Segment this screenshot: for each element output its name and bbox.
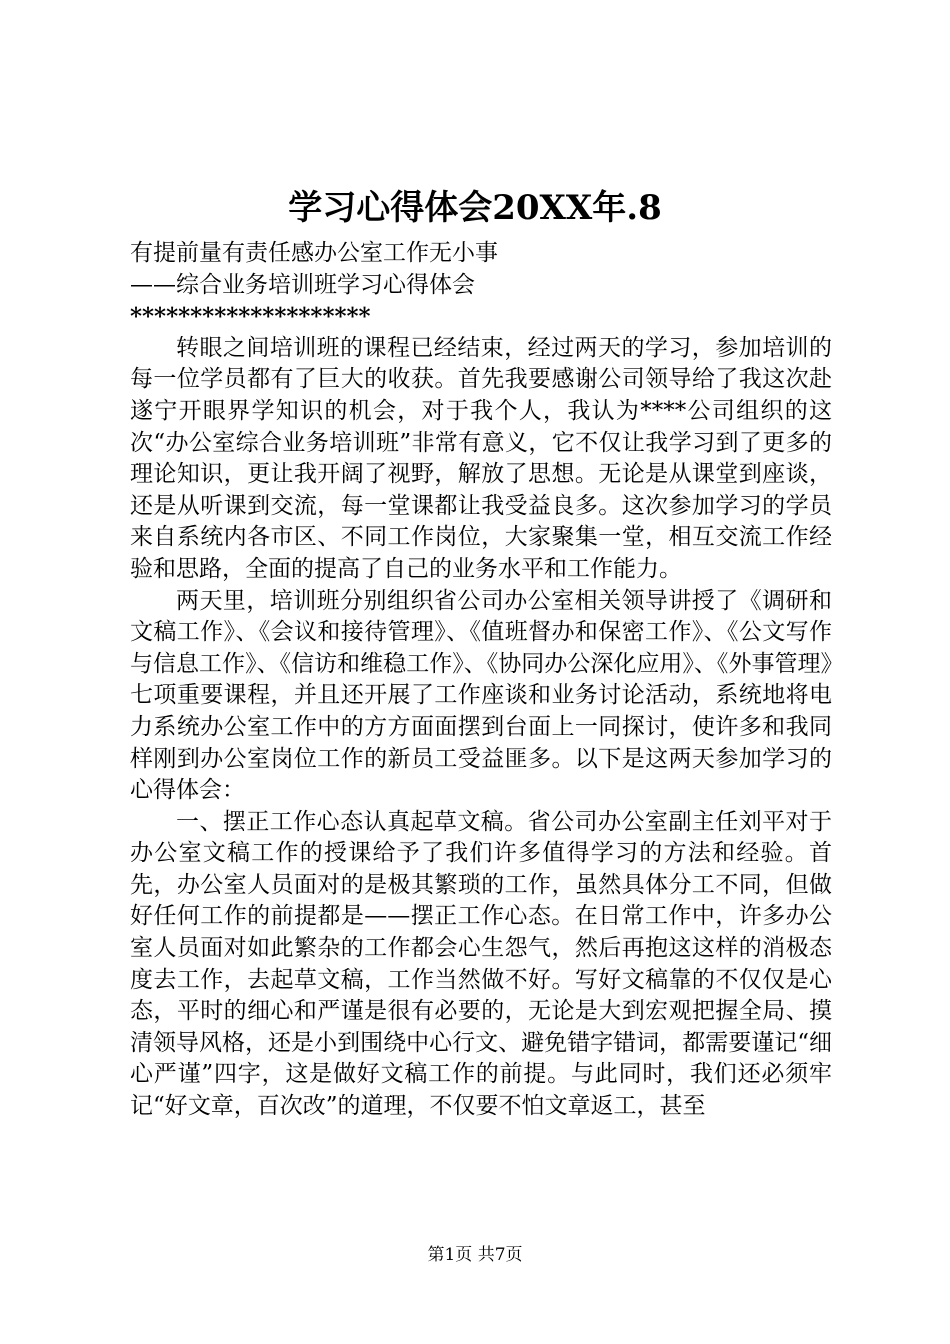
subtitle-2: ——综合业务培训班学习心得体会 bbox=[130, 271, 475, 298]
paragraph-1: 转眼之间培训班的课程已经结束，经过两天的学习，参加培训的每一位学员都有了巨大的收获。首先我要感谢公司领导给了我这次赴遂宁开眼界学知识的机会，对于我个人，我认为****公司组织的这次“办公室综合业务培训班”非常有意义，它不仅让我学习到了更多的理论知识，更让我开阔了视野，解放了思想。无论是从课堂到座谈，还是从听课到交流，每一堂课都让我受益良多。这次参加学习的学员来自系统内各市区、不同工作岗位，大家聚集一堂，相互交流工作经验和思路，全面的提高了自己的业务水平和工作能力。 bbox=[130, 334, 832, 582]
document-title: 学习心得体会20XX年.8 bbox=[288, 188, 662, 228]
subtitle-1: 有提前量有责任感办公室工作无小事 bbox=[130, 240, 498, 266]
author-mask: ******************** bbox=[130, 303, 371, 331]
document-body bbox=[130, 238, 832, 1123]
paragraph-2: 两天里，培训班分别组织省公司办公室相关领导讲授了《调研和文稿工作》、《会议和接待管理》、《值班督办和保密工作》、《公文写作与信息工作》、《信访和维稳工作》、《协同办公深化应用》、《外事管理》七项重要课程，并且还开展了工作座谈和业务讨论活动，系统地将电力系统办公室工作中的方方面面摆到台面上一同探讨，使许多和我同样刚到办公室岗位工作的新员工受益匪多。以下是这两天参加学习的心得体会： bbox=[130, 587, 832, 804]
paragraph-3: 一、摆正工作心态认真起草文稿。省公司办公室副主任刘平对于办公室文稿工作的授课给予了我们许多值得学习的方法和经验。首先，办公室人员面对的是极其繁琐的工作，虽然具体分工不同，但做好任何工作的前提都是——摆正工作心态。在日常工作中，许多办公室人员面对如此繁杂的工作都会心生怨气，然后再抱这这样的消极态度去工作，去起草文稿，工作当然做不好。写好文稿靠的不仅仅是心态，平时的细心和严谨是很有必要的，无论是大到宏观把握全局、摸清领导风格，还是小到围绕中心行文、避免错字错词，都需要谨记“细心严谨”四字，这是做好文稿工作的前提。与此同时，我们还必须牢记“好文章，百次改”的道理，不仅要不怕文章返工，甚至 bbox=[130, 808, 832, 1120]
page-indicator: 第1页 共7页 bbox=[427, 1245, 523, 1265]
